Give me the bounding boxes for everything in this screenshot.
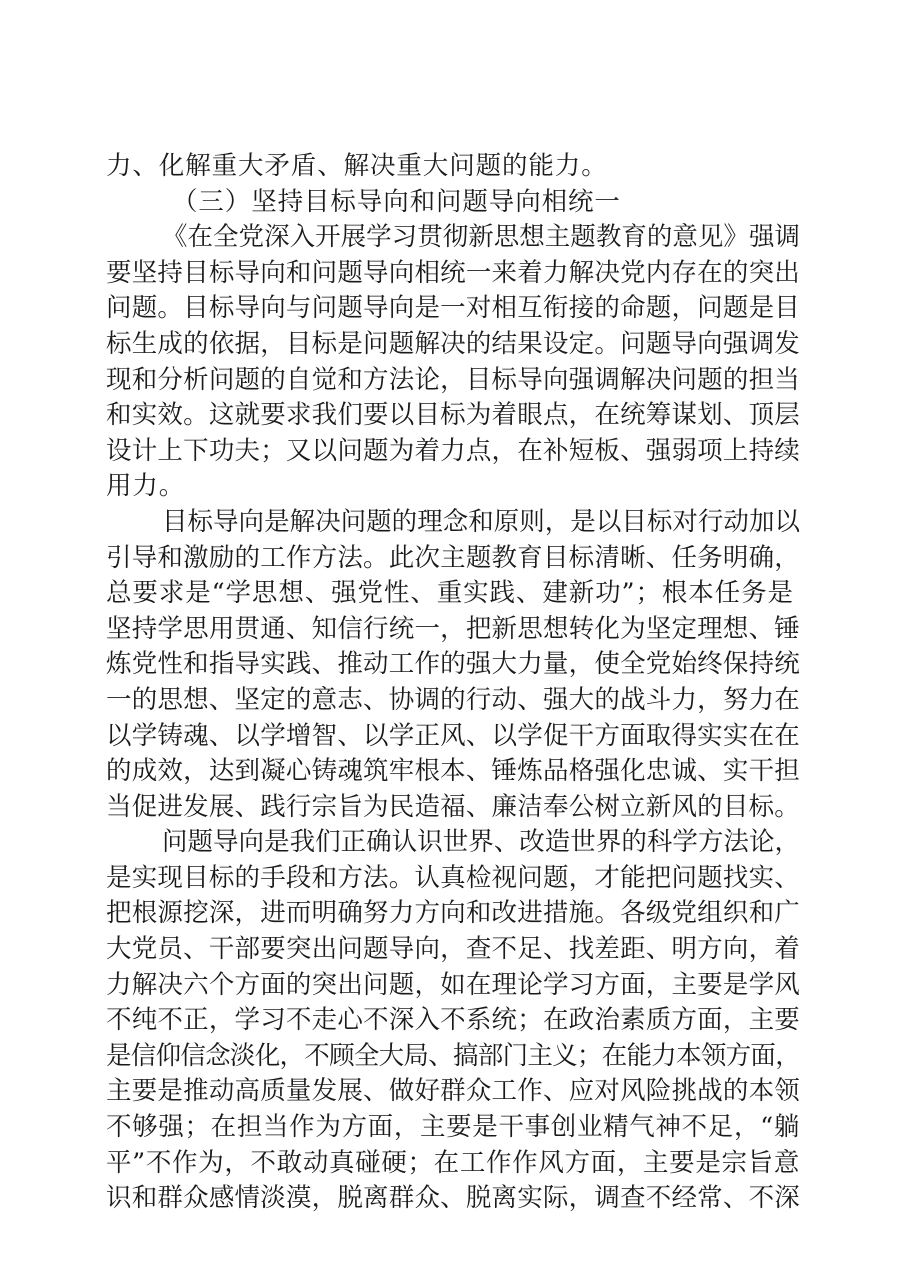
paragraph-first-line: 目标导向是解决问题的理念和原则，是以目标对行动加以: [162, 506, 800, 537]
paragraph-line: 的成效，达到凝心铸魂筑牢根本、锤炼品格强化忠诚、实干担: [106, 756, 800, 787]
paragraph-line: 要坚持目标导向和问题导向相统一来着力解决党内存在的突出: [106, 257, 800, 288]
paragraph-line: 不纯不正，学习不走心不深入不系统；在政治素质方面，主要: [106, 1005, 800, 1036]
paragraph-line: 当促进发展、践行宗旨为民造福、廉洁奉公树立新风的目标。: [106, 791, 800, 822]
paragraph-line: 设计上下功夫；又以问题为着力点，在补短板、强弱项上持续: [106, 435, 800, 466]
paragraph-line: 力解决六个方面的突出问题，如在理论学习方面，主要是学风: [106, 969, 800, 1000]
paragraph-first-line: 问题导向是我们正确认识世界、改造世界的科学方法论，: [162, 827, 800, 858]
paragraph-line: 以学铸魂、以学增智、以学正风、以学促干方面取得实实在在: [106, 720, 800, 751]
paragraph-line: 总要求是“学思想、强党性、重实践、建新功”；根本任务是: [106, 578, 794, 609]
paragraph-line: 坚持学思用贯通、知信行统一，把新思想转化为坚定理想、锤: [106, 613, 800, 644]
paragraph-line: 不够强；在担当作为方面，主要是干事创业精气神不足，“躺: [106, 1112, 800, 1143]
paragraph-line: 力、化解重大矛盾、解决重大问题的能力。: [106, 151, 608, 181]
paragraph-line: 和实效。这就要求我们要以目标为着眼点，在统筹谋划、顶层: [106, 400, 800, 431]
paragraph-line: 炼党性和指导实践、推动工作的强大力量，使全党始终保持统: [106, 649, 800, 680]
paragraph-line: 一的思想、坚定的意志、协调的行动、强大的战斗力，努力在: [106, 684, 800, 715]
paragraph-line: 现和分析问题的自觉和方法论，目标导向强调解决问题的担当: [106, 364, 800, 395]
paragraph-line: 问题。目标导向与问题导向是一对相互衔接的命题，问题是目: [106, 293, 800, 324]
section-heading: （三）坚持目标导向和问题导向相统一: [172, 186, 621, 217]
paragraph-line: 引导和激励的工作方法。此次主题教育目标清晰、任务明确，: [106, 542, 800, 573]
paragraph-first-line: 《在全党深入开展学习贯彻新思想主题教育的意见》强调: [162, 222, 800, 253]
paragraph-line: 把根源挖深，进而明确努力方向和改进措施。各级党组织和广: [106, 898, 800, 929]
paragraph-line: 主要是推动高质量发展、做好群众工作、应对风险挑战的本领: [106, 1076, 800, 1107]
paragraph-line: 是信仰信念淡化，不顾全大局、搞部门主义；在能力本领方面，: [106, 1040, 800, 1071]
document-body: [106, 149, 800, 1217]
paragraph-line: 标生成的依据，目标是问题解决的结果设定。问题导向强调发: [106, 328, 800, 359]
paragraph-line: 识和群众感情淡漠，脱离群众、脱离实际，调查不经常、不深: [106, 1183, 800, 1214]
paragraph-line: 平”不作为，不敢动真碰硬；在工作作风方面，主要是宗旨意: [106, 1147, 800, 1178]
paragraph-line: 用力。: [106, 471, 186, 502]
paragraph-line: 大党员、干部要突出问题导向，查不足、找差距、明方向，着: [106, 934, 800, 965]
paragraph-line: 是实现目标的手段和方法。认真检视问题，才能把问题找实、: [106, 862, 800, 893]
